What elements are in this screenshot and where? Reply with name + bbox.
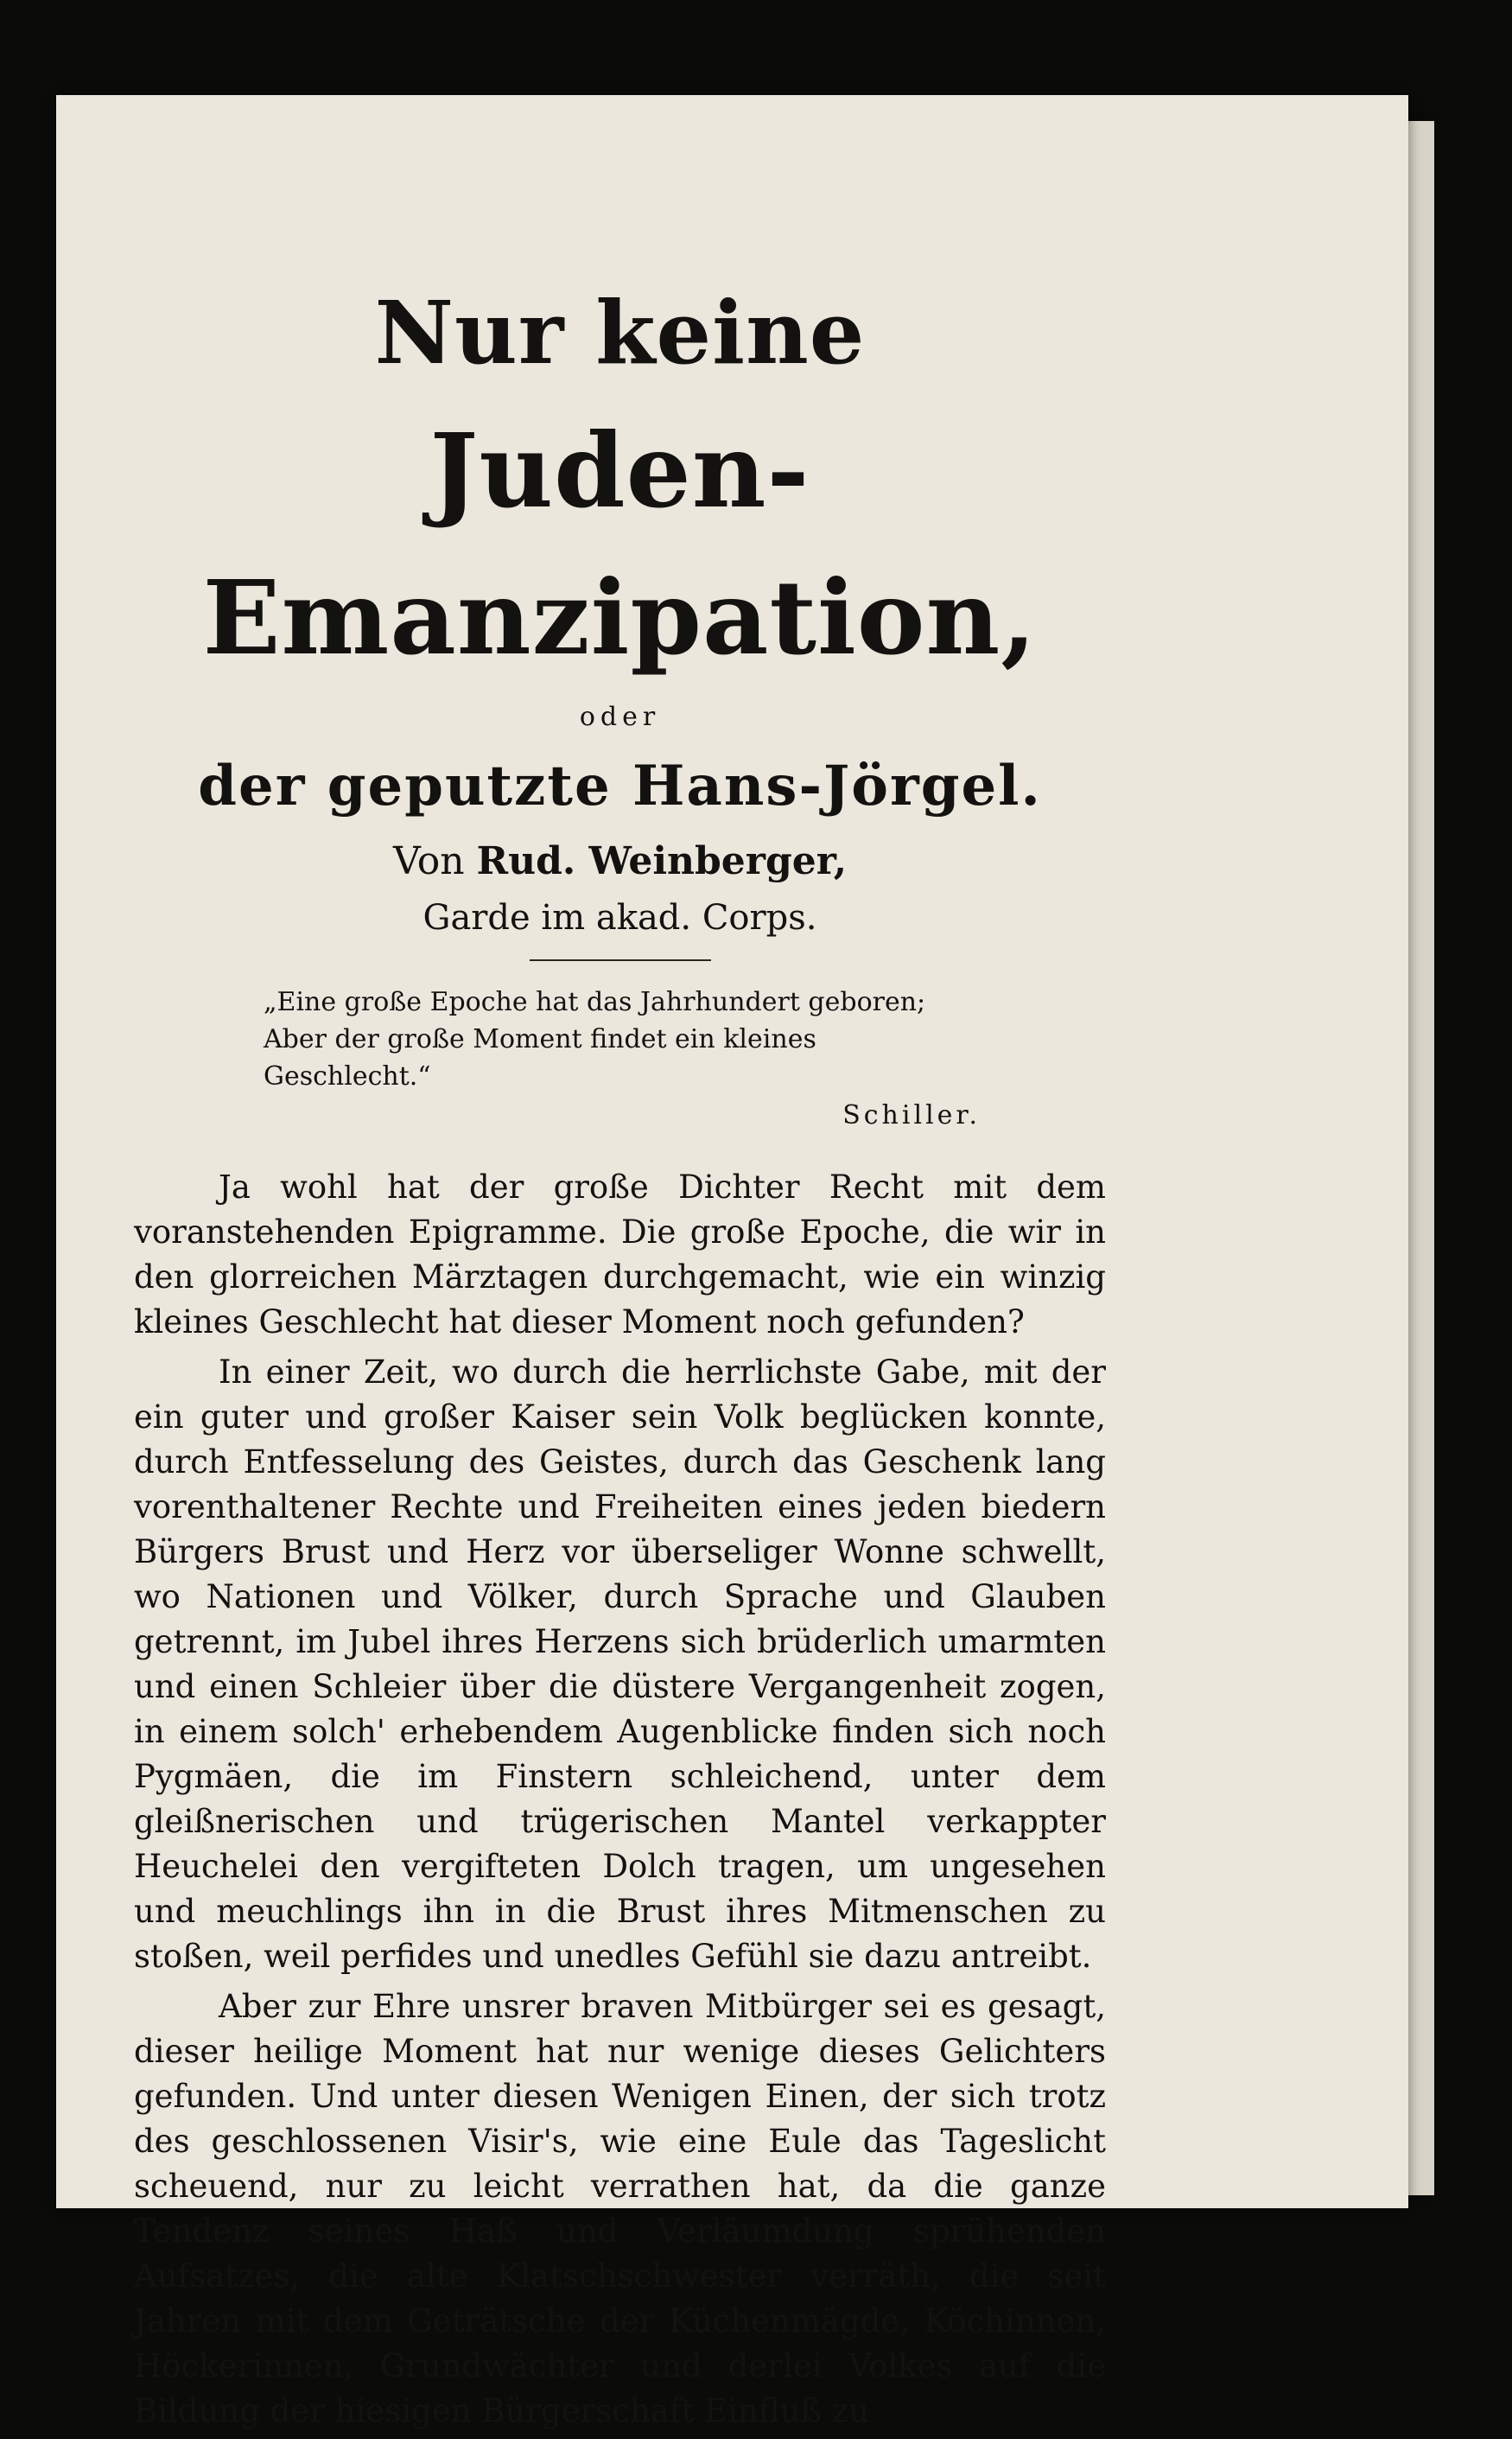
title-line-3: der geputzte Hans-Jörgel. (198, 754, 1042, 818)
byline-prefix: Von (392, 839, 465, 883)
author-role: Garde im akad. Corps. (422, 898, 817, 938)
body-text (134, 1165, 1106, 2434)
title-line-2: Juden-Emanzipation, (202, 411, 1038, 678)
epigraph (264, 984, 981, 1134)
title-connector: oder (579, 702, 661, 732)
epigraph-line-1: „Eine große Epoche hat das Jahrhundert geboren; (264, 987, 926, 1017)
byline (134, 833, 1106, 890)
page-content (134, 268, 1106, 2439)
title-line-1: Nur keine (374, 282, 866, 384)
author-name: Rud. Weinberger, (476, 839, 848, 883)
document-page (56, 95, 1408, 2429)
paragraph-1: Ja wohl hat der große Dichter Recht mit dem voranstehenden Epigramme. Die große Epoche, die wir in den glorreichen Märztagen durchgemacht, wie ein winzig kleines Geschlecht hat dieser Moment noch gefunden? (134, 1169, 1106, 1340)
scan-edge-bar (1162, 0, 1197, 78)
epigraph-author: Schiller. (842, 1100, 981, 1130)
paragraph-3: Aber zur Ehre unsrer braven Mitbürger sei es gesagt, dieser heilige Moment hat nur wenige dieses Gelichters gefunden. Und unter diesen Wenigen Einen, der sich trotz des geschlossenen Visir's, wie eine Eule das Tageslicht scheuend, nur zu leicht verrathen hat, da die ganze Tendenz seines Haß und Verläumdung sprühenden Aufsatzes, die alte Klatschschwester verräth, die seit Jahren mit dem Geträtsche der Küchenmägde, Köchinnen, Höckerinnen, Grundwächter und derlei Volkes auf die Bildung der hiesigen Bürgerschaft Einfluß zu (134, 1988, 1106, 2429)
epigraph-line-2: Aber der große Moment findet ein kleines Geschlecht.“ (264, 1024, 816, 1092)
paragraph-2: In einer Zeit, wo durch die herrlichste Gabe, mit der ein guter und großer Kaiser sein Volk beglücken konnte, durch Entfesselung des Geistes, durch das Geschenk lang vorenthaltener Rechte und Freiheiten eines jeden biedern Bürgers Brust und Herz vor überseliger Wonne schwellt, wo Nationen und Völker, durch Sprache und Glauben getrennt, im Jubel ihres Herzens sich brüderlich umarmten und einen Schleier über die düstere Vergangenheit zogen, in einem solch' erhebendem Augenblicke finden sich noch Pygmäen, die im Finstern schleichend, unter dem gleißnerischen und trügerischen Mantel verkappter Heuchelei den vergifteten Dolch tragen, um ungesehen und meuchlings ihn in die Brust ihres Mitmenschen zu stoßen, weil perfides und unedles Gefühl sie dazu antreibt. (134, 1353, 1106, 1975)
divider-rule (530, 959, 711, 961)
